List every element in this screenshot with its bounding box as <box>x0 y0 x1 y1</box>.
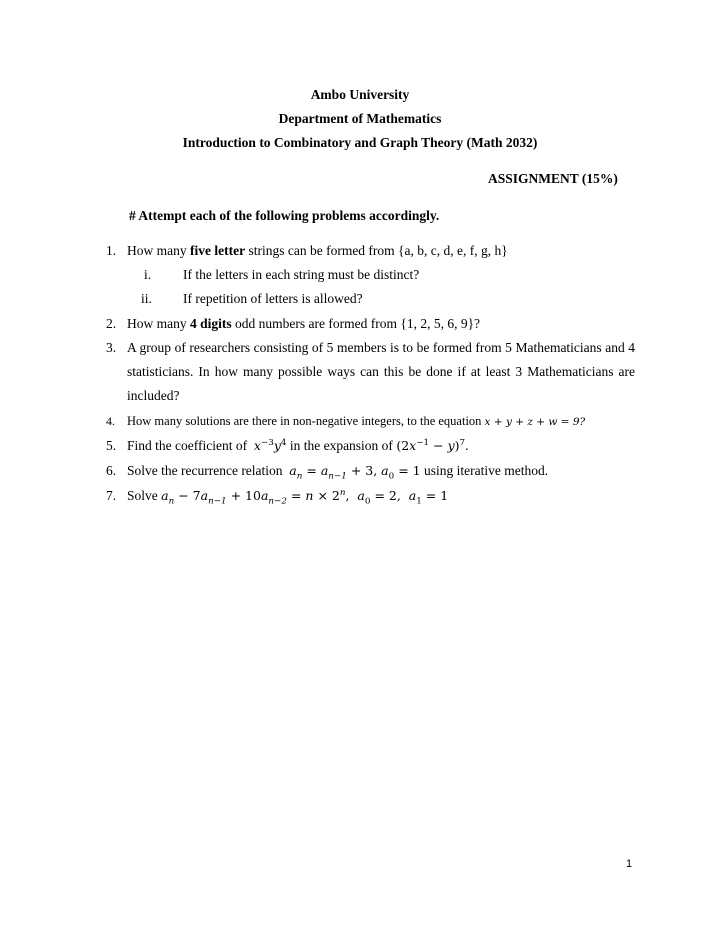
term-expression: $x^{-3}y^4$ <box>253 437 287 453</box>
problem-text: How many solutions are there in non-negative integers, to the equation x + y + z + w = 9? <box>127 414 586 428</box>
recurrence-expression: $a_n - 7a_{n-1} + 10a_{n-2} = n \times 2^n$, $a_0 = 2$, $a_1 = 1$ <box>161 487 449 507</box>
instruction: # Attempt each of the following problems accordingly. <box>129 208 440 223</box>
department-title: Department of Mathematics <box>278 111 442 126</box>
subitem-text: If the letters in each string must be distinct? <box>183 267 420 282</box>
recurrence-expression: $a_n = a_{n-1} + 3$, $a_0 = 1$ <box>289 463 421 482</box>
problem-text: Find the coefficient of $x^{-3}y^4$ in the expansion of $(2x^{-1} - y)^7$. <box>127 437 469 453</box>
assignment-label: ASSIGNMENT (15%) <box>488 171 618 186</box>
problem-number: 2. <box>106 316 117 331</box>
problem-number: 5. <box>106 438 117 453</box>
course-title: Introduction to Combinatory and Graph Theory (Math 2032) <box>182 135 538 150</box>
problem-number: 4. <box>106 414 115 428</box>
university-title: Ambo University <box>310 87 410 102</box>
subitem-number: ii. <box>141 291 152 306</box>
page-number: 1 <box>626 858 633 870</box>
problem-number: 3. <box>106 340 117 355</box>
equation: x + y + z + w = 9? <box>484 416 586 428</box>
binomial-expression: $(2x^{-1} - y)^7$ <box>396 437 466 453</box>
subitem-text: If repetition of letters is allowed? <box>183 291 363 306</box>
problem-number: 7. <box>106 488 117 503</box>
problem-text: Solve the recurrence relation $a_n = a_{n-1} + 3$, $a_0 = 1$ using iterative method. <box>127 463 549 482</box>
problem-text: A group of researchers consisting of 5 members is to be formed from 5 Mathematicians and 4 statisticians. In how many possible ways can this be done if at least 3 Mathematicians are included? <box>127 340 635 403</box>
problem-text: How many 4 digits odd numbers are formed from {1, 2, 5, 6, 9}? <box>127 316 481 331</box>
problem-text: Solve $a_n - 7a_{n-1} + 10a_{n-2} = n \times 2^n$, $a_0 = 2$, $a_1 = 1$ <box>127 487 449 507</box>
problem-text: How many five letter strings can be formed from {a, b, c, d, e, f, g, h} <box>127 243 508 258</box>
subitem-number: i. <box>144 267 152 282</box>
problem-number: 1. <box>106 243 117 258</box>
problem-number: 6. <box>106 463 117 478</box>
